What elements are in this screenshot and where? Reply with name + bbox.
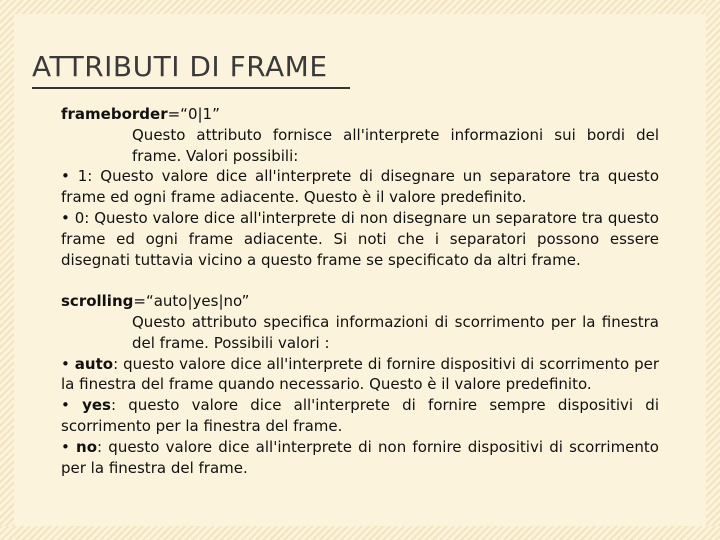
value-text: questo valore dice all'interprete di fornire dispositivi di scorrimento per la finestra del frame quando necessario. Questo è il valore predefinito. — [61, 354, 659, 394]
value-item: • 1: Questo valore dice all'interprete di disegnare un separatore tra questo frame ed ogni frame adiacente. Questo è il valore predefinito. — [61, 167, 659, 207]
decorative-border-top — [0, 0, 720, 14]
value-key: 0 — [74, 208, 85, 227]
attribute-description: Questo attributo fornisce all'interprete informazioni sui bordi del frame. Valori possibili: — [132, 125, 659, 165]
spacer — [61, 270, 659, 291]
value-separator: : — [84, 208, 90, 227]
value-separator: : — [87, 167, 93, 186]
value-text: questo valore dice all'interprete di non fornire dispositivi di scorrimento per la finestra del frame. — [61, 437, 659, 477]
value-separator: : — [97, 437, 103, 456]
value-item: • no: questo valore dice all'interprete di non fornire dispositivi di scorrimento per la finestra del frame. — [61, 437, 659, 477]
value-text: questo valore dice all'interprete di fornire sempre dispositivi di scorrimento per la finestra del frame. — [61, 396, 659, 435]
section-frameborder — [61, 104, 659, 270]
value-text: Questo valore dice all'interprete di non disegnare un separatore tra questo frame ed ogni frame adiacente. Si noti che i separatori possono essere disegnati tuttavia vicino a questo frame se specificato da altri frame. — [61, 208, 659, 269]
attribute-description: Questo attributo specifica informazioni di scorrimento per la finestra del frame. Possibili valori : — [132, 312, 659, 352]
value-item: • auto: questo valore dice all'interprete di fornire dispositivi di scorrimento per la finestra del frame quando necessario. Questo è il valore predefinito. — [61, 354, 659, 394]
slide-body — [61, 104, 659, 478]
attribute-heading — [61, 104, 659, 125]
attribute-values: =“auto|yes|no” — [133, 292, 250, 311]
decorative-border-bottom — [0, 526, 720, 540]
value-separator: : — [113, 354, 119, 373]
attribute-name: frameborder — [61, 105, 168, 123]
attribute-heading — [61, 291, 659, 312]
value-key: 1 — [77, 167, 88, 186]
value-key: auto — [74, 354, 114, 373]
value-item: • yes: questo valore dice all'interprete di fornire sempre dispositivi di scorrimento per la finestra del frame. — [61, 396, 659, 435]
value-key: yes — [82, 396, 111, 415]
value-separator: : — [110, 396, 117, 415]
slide-title: ATTRIBUTI DI FRAME — [32, 50, 328, 83]
value-key: no — [76, 437, 98, 456]
value-text: Questo valore dice all'interprete di disegnare un separatore tra questo frame ed ogni frame adiacente. Questo è il valore predefinito. — [61, 167, 659, 207]
value-item: • 0: Questo valore dice all'interprete di non disegnare un separatore tra questo frame ed ogni frame adiacente. Si noti che i separatori possono essere disegnati tuttavia vicino a questo frame se specificato da altri frame. — [61, 208, 659, 269]
decorative-border-right — [706, 0, 720, 540]
attribute-name: scrolling — [61, 292, 134, 311]
attribute-values: =“0|1” — [167, 105, 220, 123]
decorative-border-left — [0, 0, 14, 540]
title-underline — [32, 87, 350, 89]
section-scrolling — [61, 291, 659, 478]
